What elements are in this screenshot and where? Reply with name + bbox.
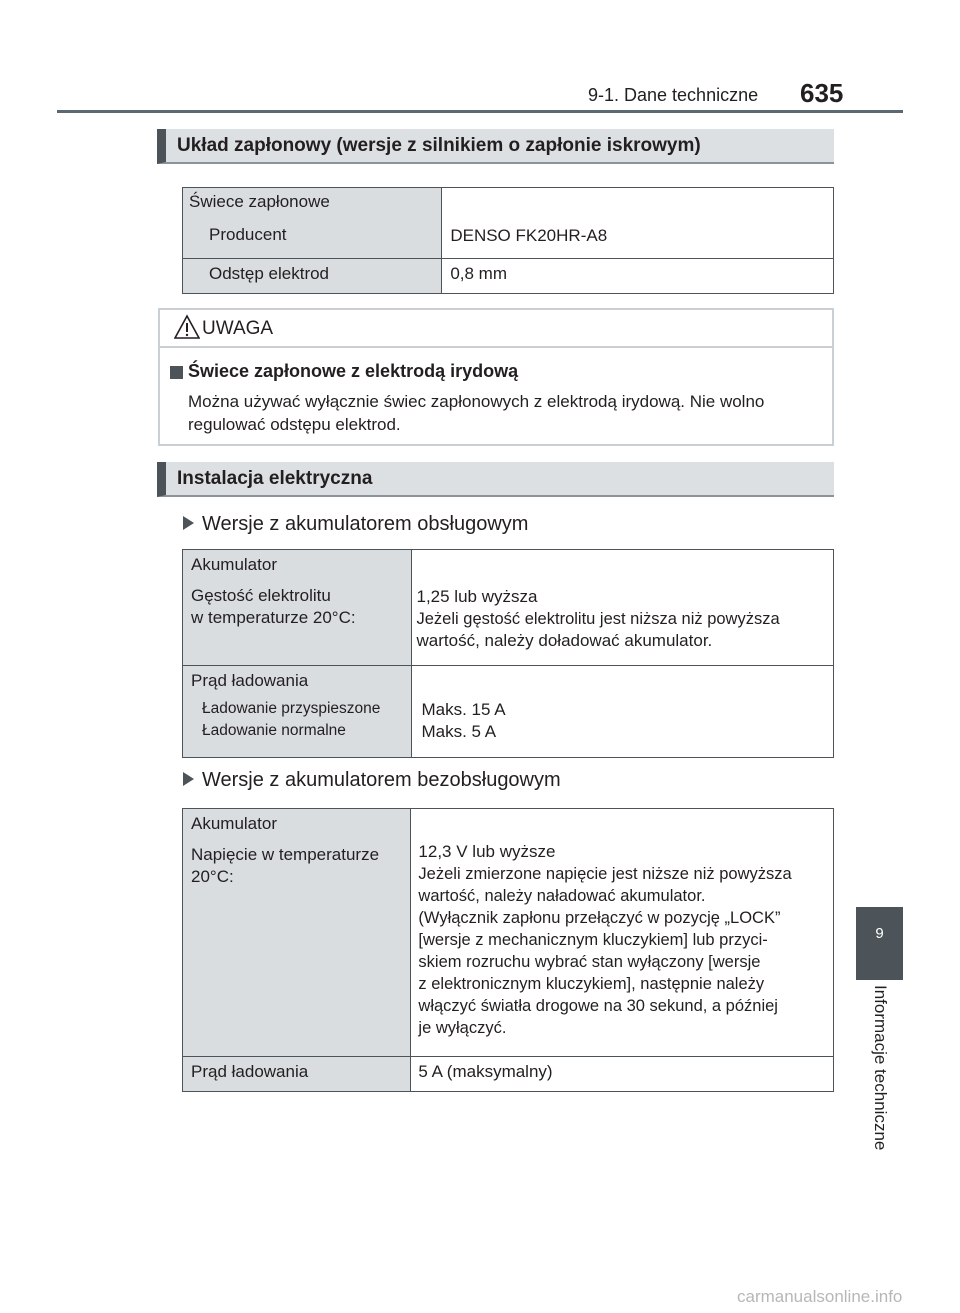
voltage-note-line: skiem rozruchu wybrać stan wyłączony [wersje — [418, 953, 761, 971]
charging-value: 5 A (maksymalny) — [418, 1062, 553, 1081]
normal-charging-value: Maks. 5 A — [421, 722, 497, 741]
voltage-note-line: z elektronicznym kluczykiem], następnie należy — [418, 975, 765, 993]
caution-subheading: Świece zapłonowe z elektrodą irydową — [188, 361, 519, 381]
density-value: 1,25 lub wyższa — [416, 587, 538, 606]
density-value-cell — [411, 550, 834, 666]
density-label-line-1: Gęstość elektrolitu — [191, 586, 331, 605]
charging-label-cell — [183, 666, 412, 758]
caution-header — [160, 310, 832, 348]
charging-value-cell — [411, 666, 834, 758]
chapter-tab — [856, 907, 903, 980]
fast-charging-value: Maks. 15 A — [421, 700, 506, 719]
voltage-note-line: włączyć światła drogowe na 30 sekund, a później — [418, 997, 778, 1015]
voltage-note-line: wartość, należy naładować akumulator. — [418, 887, 706, 905]
variant-heading-text: Wersje z akumulatorem obsługowym — [202, 513, 529, 535]
triangle-bullet-icon — [183, 772, 194, 786]
manufacturer-value: DENSO FK20HR-A8 — [450, 226, 608, 245]
voltage-note-line: [wersje z mechanicznym kluczykiem] lub przyci- — [418, 931, 768, 949]
voltage-note-line: (Wyłącznik zapłonu przełączyć w pozycję „LOCK” — [418, 909, 781, 927]
charging-label: Prąd ładowania — [191, 1062, 309, 1081]
voltage-note-line: je wyłączyć. — [418, 1019, 507, 1037]
triangle-bullet-icon — [183, 516, 194, 530]
spark-plug-label-cell — [183, 188, 442, 259]
variant-heading-text: Wersje z akumulatorem bezobsługowym — [202, 769, 561, 791]
maintenance-free-battery-table — [182, 808, 834, 1092]
caution-box — [158, 308, 834, 446]
gap-value: 0,8 mm — [450, 264, 508, 283]
spark-plug-group-label: Świece zapłonowe — [189, 192, 330, 211]
battery-label: Akumulator — [191, 555, 277, 574]
warning-triangle-icon — [174, 314, 200, 340]
density-note-line-1: Jeżeli gęstość elektrolitu jest niższa niż powyższa — [416, 610, 780, 628]
page-number: 635 — [800, 78, 844, 108]
section-heading-ignition — [157, 129, 834, 164]
density-label-line-2: w temperaturze 20°C: — [191, 608, 356, 627]
density-note-line-2: wartość, należy doładować akumulator. — [416, 631, 713, 650]
watermark: carmanualsonline.info — [737, 1287, 903, 1306]
bullet-square-icon — [170, 366, 183, 379]
header-divider — [57, 110, 903, 113]
charging-label: Prąd ładowania — [191, 671, 309, 690]
caution-text: Można używać wyłącznie świec zapłonowych z elektrodą irydową. Nie wolno regulować odstępu elektrod. — [188, 392, 765, 434]
normal-charging-label: Ładowanie normalne — [202, 722, 346, 739]
battery-label: Akumulator — [191, 814, 277, 833]
variant-heading-maintenance-free — [183, 769, 561, 792]
ignition-spec-table — [182, 187, 834, 294]
running-header-section: 9-1. Dane techniczne — [588, 85, 759, 105]
section-heading-electrical — [157, 462, 834, 497]
manufacturer-label: Producent — [209, 225, 287, 244]
chapter-number: 9 — [875, 925, 884, 942]
manufacturer-value-cell — [442, 188, 834, 259]
voltage-label-line-2: 20°C: — [191, 867, 234, 886]
voltage-label-cell — [183, 809, 411, 1057]
serviceable-battery-table — [182, 549, 834, 758]
fast-charging-label: Ładowanie przyspieszone — [202, 700, 381, 717]
section-title: Układ zapłonowy (wersje z silnikiem o zapłonie iskrowym) — [177, 135, 701, 156]
density-label-cell — [183, 550, 412, 666]
gap-label: Odstęp elektrod — [209, 264, 330, 283]
variant-heading-serviceable — [183, 513, 528, 536]
voltage-note-line: Jeżeli zmierzone napięcie jest niższe niż powyższa — [418, 865, 792, 883]
gap-value-cell — [442, 259, 834, 294]
voltage-label-line-1: Napięcie w temperaturze — [191, 845, 380, 864]
voltage-value: 12,3 V lub wyższe — [418, 842, 556, 861]
charging-value-cell — [411, 1057, 834, 1092]
voltage-value-cell — [411, 809, 834, 1057]
charging-label-cell — [183, 1057, 411, 1092]
section-title: Instalacja elektryczna — [177, 468, 373, 489]
caution-title: UWAGA — [202, 318, 274, 339]
chapter-label: Informacje techniczne — [871, 985, 890, 1151]
gap-label-cell — [183, 259, 442, 294]
